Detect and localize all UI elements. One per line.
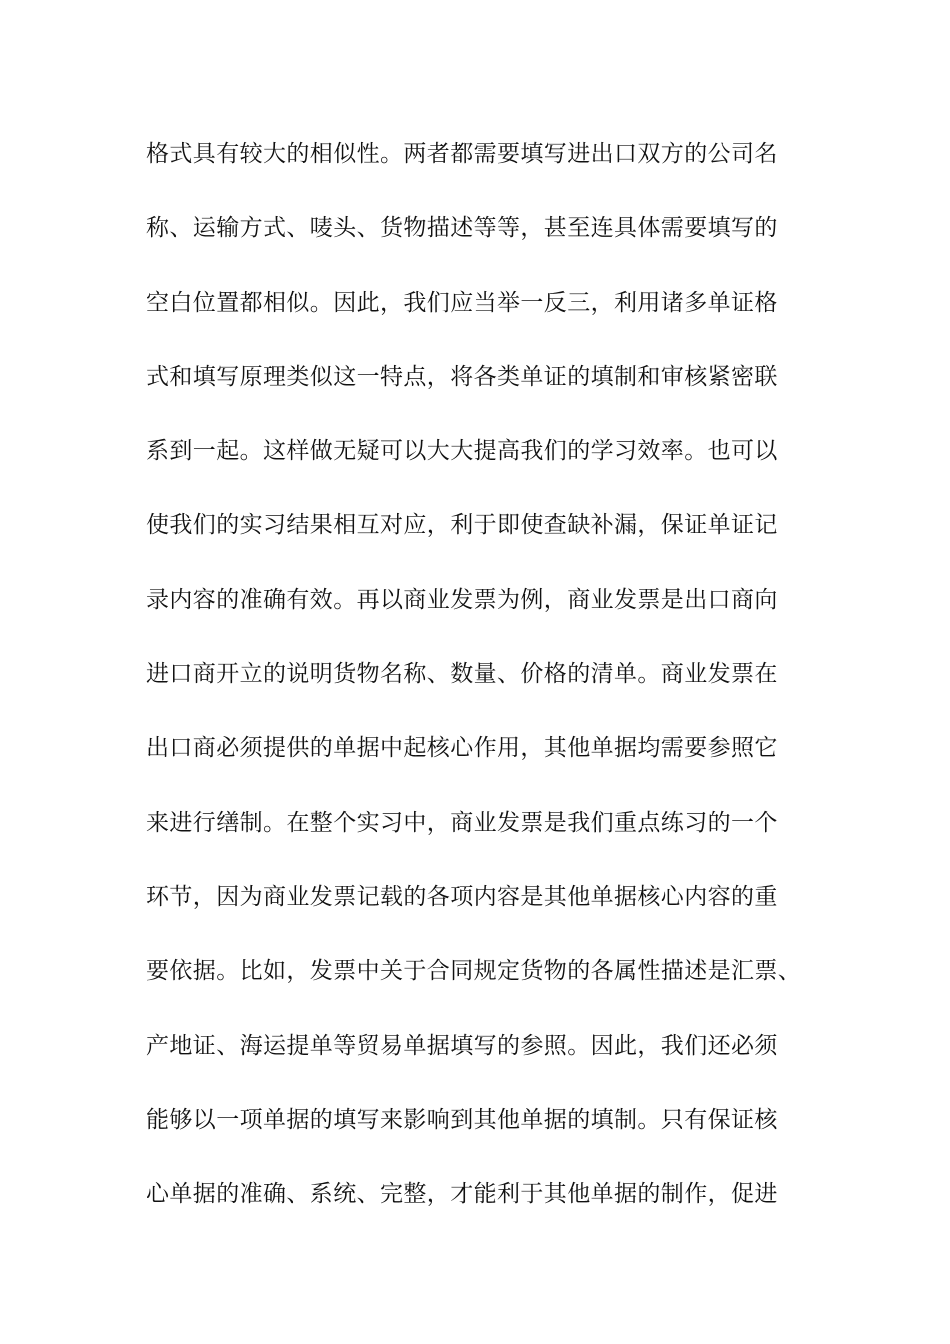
text-line: 进口商开立的说明货物名称、数量、价格的清单。商业发票在 [146, 661, 778, 688]
body-text [146, 134, 826, 1248]
text-line: 能够以一项单据的填写来影响到其他单据的填制。只有保证核 [146, 1106, 778, 1133]
text-line: 系到一起。这样做无疑可以大大提高我们的学习效率。也可以 [146, 438, 778, 465]
text-line: 环节，因为商业发票记载的各项内容是其他单据核心内容的重 [146, 883, 778, 910]
text-line: 录内容的准确有效。再以商业发票为例，商业发票是出口商向 [146, 586, 778, 613]
text-line: 产地证、海运提单等贸易单据填写的参照。因此，我们还必须 [146, 1032, 778, 1059]
text-line: 空白位置都相似。因此，我们应当举一反三，利用诸多单证格 [146, 289, 778, 316]
text-line: 格式具有较大的相似性。两者都需要填写进出口双方的公司名 [146, 141, 778, 167]
text-line: 式和填写原理类似这一特点，将各类单证的填制和审核紧密联 [146, 363, 778, 390]
text-line: 心单据的准确、系统、完整，才能利于其他单据的制作，促进 [146, 1181, 778, 1208]
text-line: 来进行缮制。在整个实习中，商业发票是我们重点练习的一个 [146, 809, 778, 836]
text-line: 使我们的实习结果相互对应，利于即使查缺补漏，保证单证记 [146, 512, 778, 539]
text-line: 称、运输方式、唛头、货物描述等等，甚至连具体需要填写的 [146, 215, 778, 242]
text-line: 出口商必须提供的单据中起核心作用，其他单据均需要参照它 [146, 735, 778, 762]
text-line: 要依据。比如，发票中关于合同规定货物的各属性描述是汇票、 [146, 958, 802, 985]
